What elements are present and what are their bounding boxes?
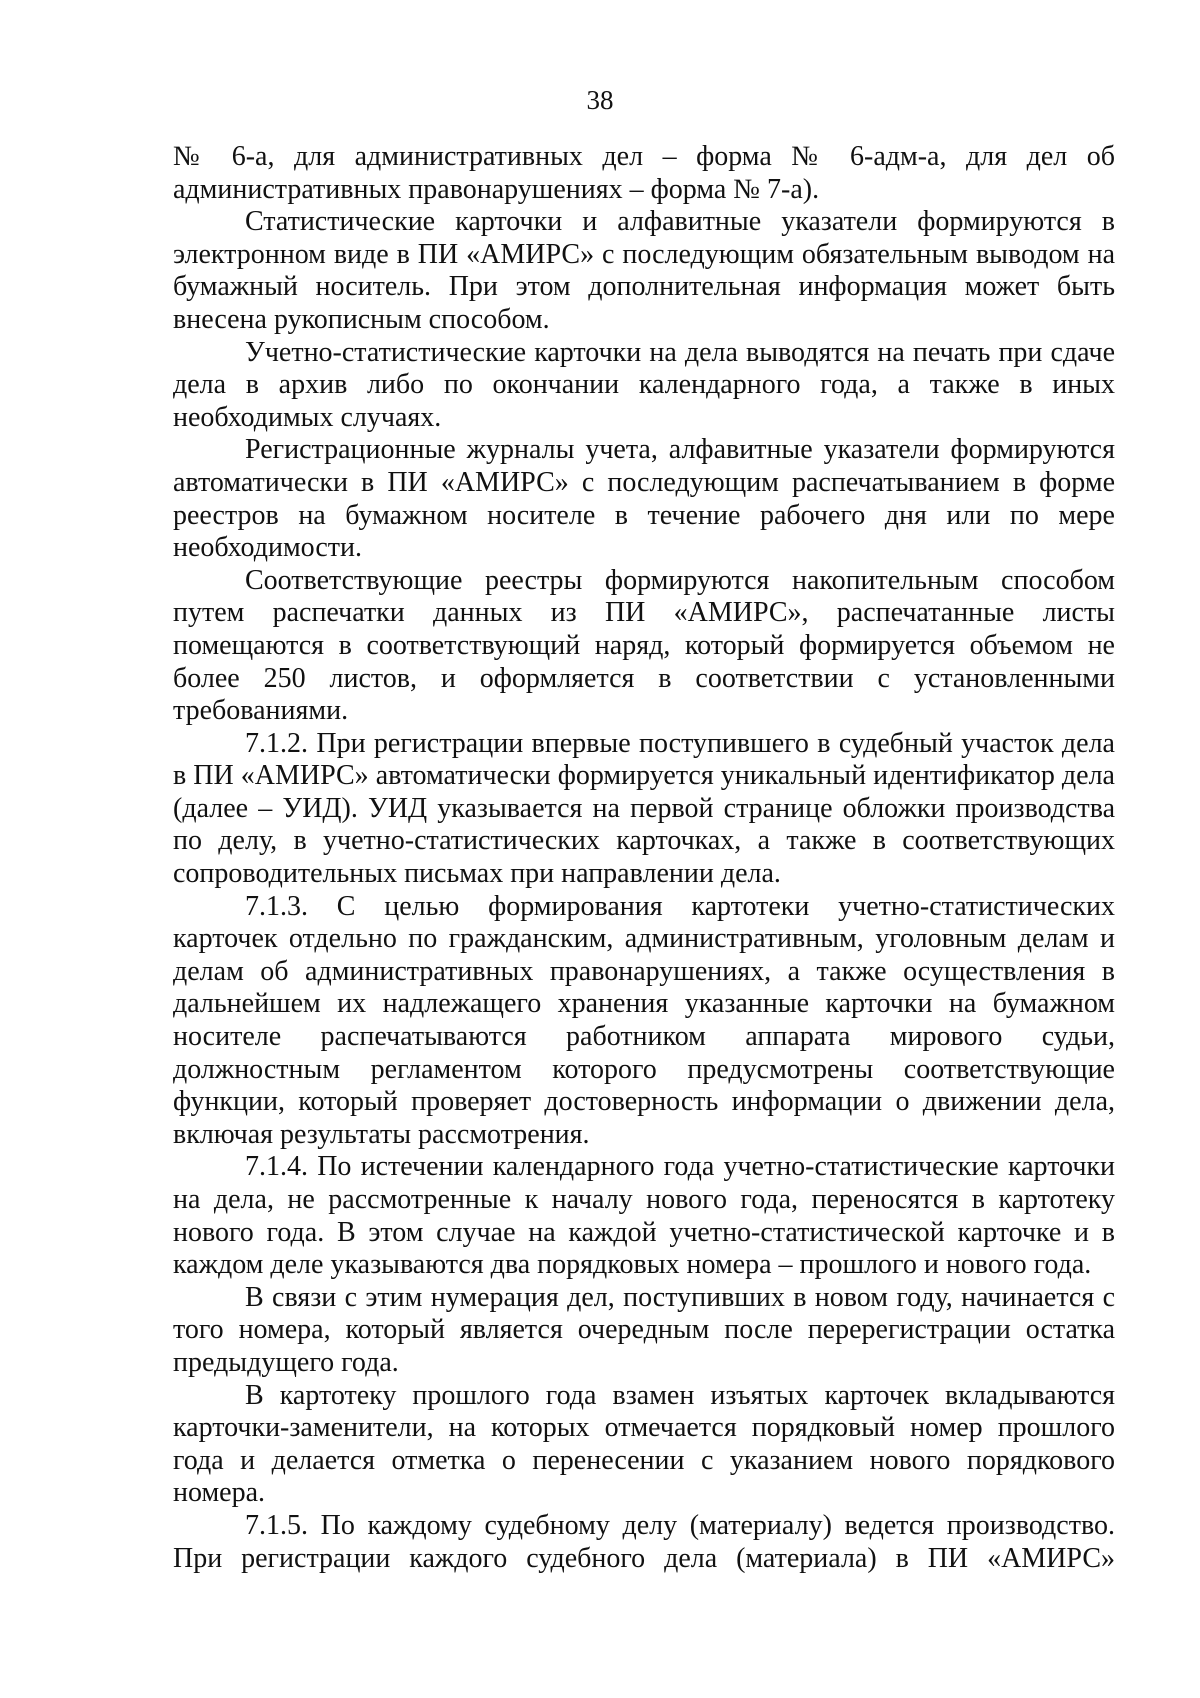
paragraph-section-7-1-3: 7.1.3. С целью формирования картотеки учетно-статистических карточек отдельно по гражданским, административным, уголовным делам и делам об административных правонарушениях, а также осуществления в дальнейшем их надлежащего хранения указанные карточки на бумажном носителе распечатываются работником аппарата мирового судьи, должностным регламентом которого предусмотрены соответствующие функции, который проверяет достоверность информации о движении дела, включая результаты рассмотрения.: [173, 890, 1115, 1150]
paragraph-registration-journals: Регистрационные журналы учета, алфавитные указатели формируются автоматически в ПИ «АМИРС» с последующим распечатыванием в форме реестров на бумажном носителе в течение рабочего дня или по мере необходимости.: [173, 434, 1115, 564]
paragraph-section-7-1-4: 7.1.4. По истечении календарного года учетно-статистические карточки на дела, не рассмотренные к началу нового года, переносятся в картотеку нового года. В этом случае на каждой учетно-статистической карточке и в каждом деле указываются два порядковых номера – прошлого и нового года.: [173, 1151, 1115, 1281]
paragraph-case-numbering: В связи с этим нумерация дел, поступивших в новом году, начинается с того номера, который является очередным после перерегистрации остатка предыдущего года.: [173, 1281, 1115, 1378]
page-number: 38: [586, 85, 614, 115]
paragraph-section-7-1-2: 7.1.2. При регистрации впервые поступившего в судебный участок дела в ПИ «АМИРС» автоматически формируется уникальный идентификатор дела (далее – УИД). УИД указывается на первой странице обложки производства по делу, в учетно-статистических карточках, а также в соответствующих сопроводительных письмах при направлении дела.: [173, 727, 1115, 890]
paragraph-printing-cards: Учетно-статистические карточки на дела выводятся на печать при сдаче дела в архив либо по окончании календарного года, а также в иных необходимых случаях.: [173, 336, 1115, 433]
paragraph-statistical-cards: Статистические карточки и алфавитные указатели формируются в электронном виде в ПИ «АМИРС» с последующим обязательным выводом на бумажный носитель. При этом дополнительная информация может быть внесена рукописным способом.: [173, 206, 1115, 335]
paragraph-registers: Соответствующие реестры формируются накопительным способом путем распечатки данных из ПИ «АМИРС», распечатанные листы помещаются в соответствующий наряд, который формируется объемом не более 250 листов, и оформляется в соответствии с установленными требованиями.: [173, 564, 1115, 727]
document-body: [173, 141, 1115, 1575]
paragraph-replacement-cards: В картотеку прошлого года взамен изъятых карточек вкладываются карточки-заменители, на которых отмечается порядковый номер прошлого года и делается отметка о перенесении с указанием нового порядкового номера.: [173, 1379, 1115, 1509]
paragraph-form-continuation: № 6-а, для административных дел – форма № 6-адм-а, для дел об административных правонарушениях – форма № 7-а).: [173, 141, 1115, 205]
paragraph-section-7-1-5: 7.1.5. По каждому судебному делу (материалу) ведется производство. При регистрации каждого судебного дела (материала) в ПИ «АМИРС»: [173, 1509, 1115, 1574]
